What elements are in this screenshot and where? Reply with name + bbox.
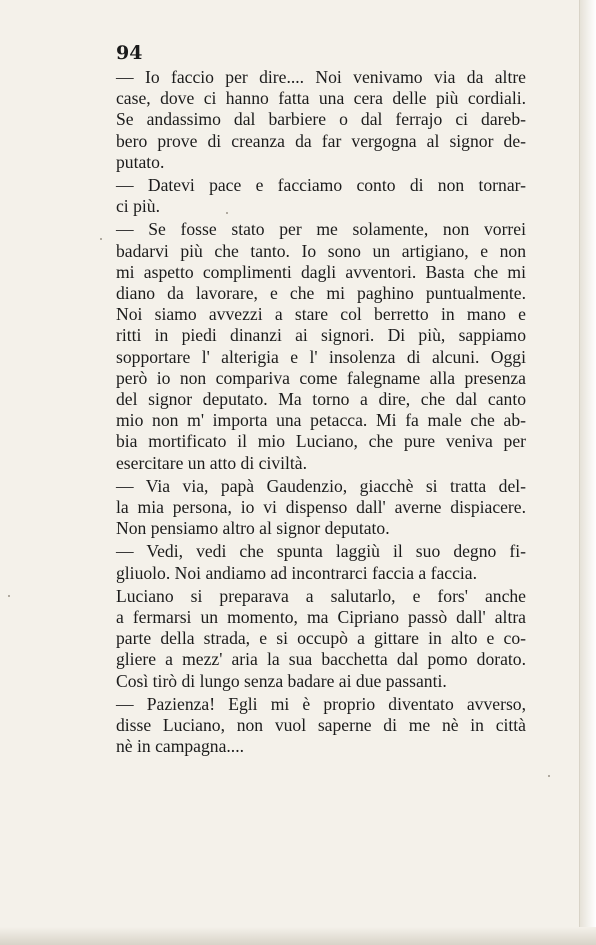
paragraph [116, 694, 526, 758]
paragraph [116, 476, 526, 540]
text-line: esercitare un atto di civiltà. [116, 452, 308, 473]
text-line: Così tirò di lungo senza badare ai due passanti. [116, 670, 447, 691]
text-line: putato. [116, 151, 165, 172]
text-line: diano da lavorare, e che mi paghino puntualmente. [116, 283, 526, 304]
text-line: a fermarsi un momento, ma Cipriano passò dall' altra [116, 607, 526, 628]
text-line: — Datevi pace e facciamo conto di non tornar- [116, 175, 526, 196]
text-line: ritti in piedi dinanzi ai signori. Di più, sappiamo [116, 325, 526, 346]
paper-speck [226, 212, 228, 214]
text-line: Se andassimo dal barbiere o dal ferrajo ci dareb- [116, 109, 526, 130]
text-line: — Se fosse stato per me solamente, non vorrei [116, 219, 526, 240]
paper-speck [548, 775, 550, 777]
text-line: parte della strada, e si occupò a gittare in alto e co- [116, 628, 526, 649]
paragraph [116, 586, 526, 692]
text-line: — Vedi, vedi che spunta laggiù il suo degno fi- [116, 541, 526, 562]
text-line: gliuolo. Noi andiamo ad incontrarci faccia a faccia. [116, 562, 477, 583]
text-line: disse Luciano, non vuol saperne di me nè in città [116, 715, 526, 736]
text-line: però io non compariva come falegname alla presenza [116, 367, 526, 388]
text-line: Noi siamo avvezzi a stare col berretto in mano e [116, 304, 526, 325]
page-gutter [579, 0, 596, 945]
text-line: sopportare l' alterigia e l' insolenza di alcuni. Oggi [116, 346, 526, 367]
paragraph [116, 541, 526, 583]
text-line: ci più. [116, 196, 160, 217]
paper-speck [100, 238, 102, 240]
text-line: badarvi più che tanto. Io sono un artigiano, e non [116, 240, 526, 261]
text-line: bia mortificato il mio Luciano, che pure veniva per [116, 431, 526, 452]
text-line: bero prove di creanza da far vergogna al signor de- [116, 130, 526, 151]
page-bottom-edge [0, 927, 596, 945]
paper-speck [8, 595, 10, 597]
text-line: — Pazienza! Egli mi è proprio diventato avverso, [116, 693, 526, 714]
text-line: — Via via, papà Gaudenzio, giacchè si tratta del- [116, 475, 526, 496]
text-line: la mia persona, io vi dispenso dall' averne dispiacere. [116, 497, 526, 518]
paragraph [116, 67, 526, 173]
text-line: Non pensiamo altro al signor deputato. [116, 518, 390, 539]
text-line: del signor deputato. Ma torno a dire, che dal canto [116, 389, 526, 410]
page-number: 94 [116, 42, 143, 64]
body-text [116, 67, 526, 760]
text-line: mi aspetto complimenti dagli avventori. Basta che mi [116, 261, 526, 282]
text-line: — Io faccio per dire.... Noi venivamo via da altre [116, 67, 526, 87]
text-line: gliere a mezz' aria la sua bacchetta dal pomo dorato. [116, 649, 526, 670]
paragraph [116, 219, 526, 473]
text-line: mio non m' importa una petacca. Mi fa male che ab- [116, 410, 526, 431]
text-line: nè in campagna.... [116, 736, 244, 757]
text-line: Luciano si preparava a salutarlo, e fors' anche [116, 585, 526, 606]
text-line: case, dove ci hanno fatta una cera delle più cordiali. [116, 88, 526, 109]
paragraph [116, 175, 526, 217]
